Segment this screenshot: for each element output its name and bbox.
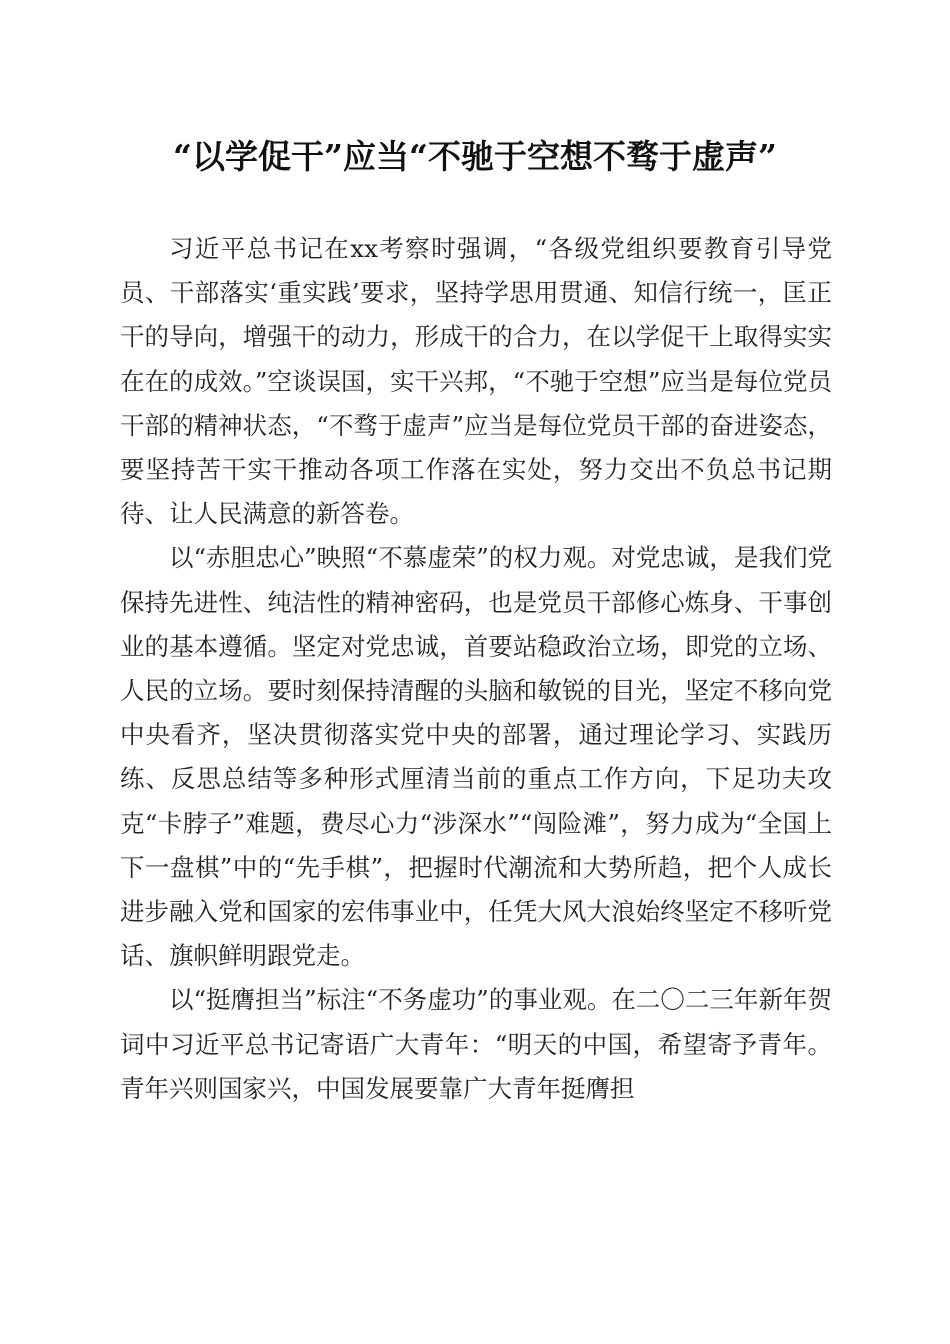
paragraph-loyalty: 以“赤胆忠心”映照“不慕虚荣”的权力观。对党忠诚，是我们党保持先进性、纯洁性的精神密码，也是党员干部修心炼身、干事创业的基本遵循。坚定对党忠诚，首要站稳政治立场，即党的立场、人民的立场。要时刻保持清醒的头脑和敏锐的目光，坚定不移向党中央看齐，坚决贯彻落实党中央的部署，通过理论学习、实践历练、反思总结等多种形式厘清当前的重点工作方向，下足功夫攻克“卡脖子”难题，费尽心力“涉深水”“闯险滩”，努力成为“全国上下一盘棋”中的“先手棋”，把握时代潮流和大势所趋，把个人成长进步融入党和国家的宏伟事业中，任凭大风大浪始终坚定不移听党话、旗帜鲜明跟党走。 — [120, 543, 832, 971]
document-title: “以学促干”应当“不驰于空想不骛于虚声” — [173, 137, 777, 176]
document-body — [120, 227, 832, 1111]
paragraph-responsibility: 以“挺膺担当”标注“不务虚功”的事业观。在二〇二三年新年贺词中习近平总书记寄语广大青年：“明天的中国，希望寄予青年。青年兴则国家兴，中国发展要靠广大青年挺膺担 — [120, 985, 832, 1103]
paragraph-intro: 习近平总书记在xx考察时强调，“各级党组织要教育引导党员、干部落实‘重实践’要求，坚持学思用贯通、知信行统一，匡正干的导向，增强干的动力，形成干的合力，在以学促干上取得实实在在的成效。”空谈误国，实干兴邦，“不驰于空想”应当是每位党员干部的精神状态，“不骛于虚声”应当是每位党员干部的奋进姿态，要坚持苦干实干推动各项工作落在实处，努力交出不负总书记期待、让人民满意的新答卷。 — [120, 234, 832, 529]
